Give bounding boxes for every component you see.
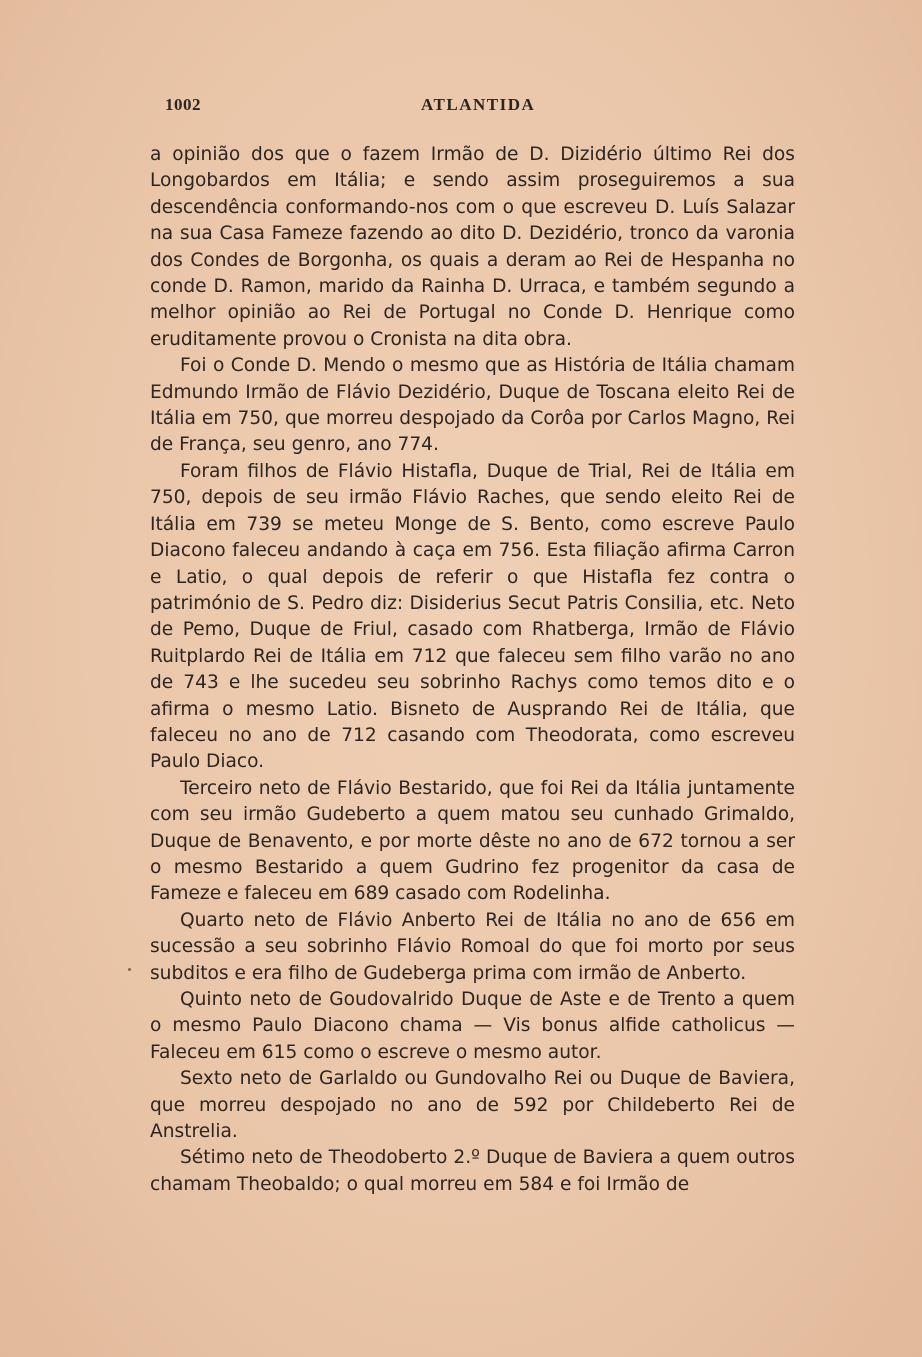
paragraph-1: a opinião dos que o fazem Irmão de D. Dizidério último Rei dos Longobardos em Itália; e sendo assim proseguiremos a sua descendência conformando-nos com o que escreveu D. Luís Salazar na sua Casa Fameze fazendo ao dito D. Dezidério, tronco da varonia dos Condes de Borgonha, os quais a deram ao Rei de Hespanha no conde D. Ramon, marido da Rainha D. Urraca, e também segundo a melhor opinião ao Rei de Portugal no Conde D. Henrique como eruditamente provou o Cronista na dita obra.	[150, 144, 795, 350]
page-header	[165, 95, 785, 117]
paragraph-6: Quinto neto de Goudovalrido Duque de Aste e de Trento a quem o mesmo Paulo Diacono chama — Vis bonus alfide catholicus — Faleceu em 615 como o escreve o mesmo autor.	[150, 989, 795, 1063]
paragraph-5: Quarto neto de Flávio Anberto Rei de Itália no ano de 656 em sucessão a seu sobrinho Flávio Romoal do que foi morto por seus subditos e era filho de Gudeberga prima com irmão de Anberto.	[150, 909, 795, 984]
paragraph-4: Terceiro neto de Flávio Bestarido, que foi Rei da Itália juntamente com seu irmão Gudeberto a quem matou seu cunhado Grimaldo, Duque de Benavento, e por morte dêste no ano de 672 tornou a ser o mesmo Bestarido a quem Gudrino fez progenitor da casa de Fameze e faleceu em 689 casado com Rodelinha.	[150, 777, 795, 905]
paragraph-3: Foram filhos de Flávio Histafla, Duque de Trial, Rei de Itália em 750, depois de seu irmão Flávio Raches, que sendo eleito Rei de Itália em 739 se meteu Monge de S. Bento, como escreve Paulo Diacono faleceu andando à caça em 756. Esta filiação afirma Carron e Latio, o qual depois de referir o que Histafla fez contra o património de S. Pedro diz: Disiderius Secut Patris Consilia, etc. Neto de Pemo, Duque de Friul, casado com Rhatberga, Irmão de Flávio Ruitplardo Rei de Itália em 712 que faleceu sem filho varão no ano de 743 e lhe sucedeu seu sobrinho Rachys como temos dito e o afirma o mesmo Latio. Bisneto de Ausprando Rei de Itália, que faleceu no ano de 712 casando com Theodorata, como escreveu Paulo Diaco.	[150, 460, 795, 773]
paragraph-2: Foi o Conde D. Mendo o mesmo que as História de Itália chamam Edmundo Irmão de Flávio Dezidério, Duque de Toscana eleito Rei de Itália em 750, que morreu despojado da Corôa por Carlos Magno, Rei de França, seu genro, ano 774.	[150, 355, 795, 456]
body-text	[150, 142, 795, 1198]
paragraph-8: Sétimo neto de Theodoberto 2.º Duque de Baviera a quem outros chamam Theobaldo; o qual morreu em 584 e foi Irmão de	[150, 1147, 795, 1195]
margin-speck	[128, 968, 131, 971]
running-title: ATLANTIDA	[421, 95, 536, 114]
paragraph-7: Sexto neto de Garlaldo ou Gundovalho Rei ou Duque de Baviera, que morreu despojado no ano de 592 por Childeberto Rei de Anstrelia.	[150, 1068, 795, 1143]
page-number: 1002	[165, 95, 201, 114]
